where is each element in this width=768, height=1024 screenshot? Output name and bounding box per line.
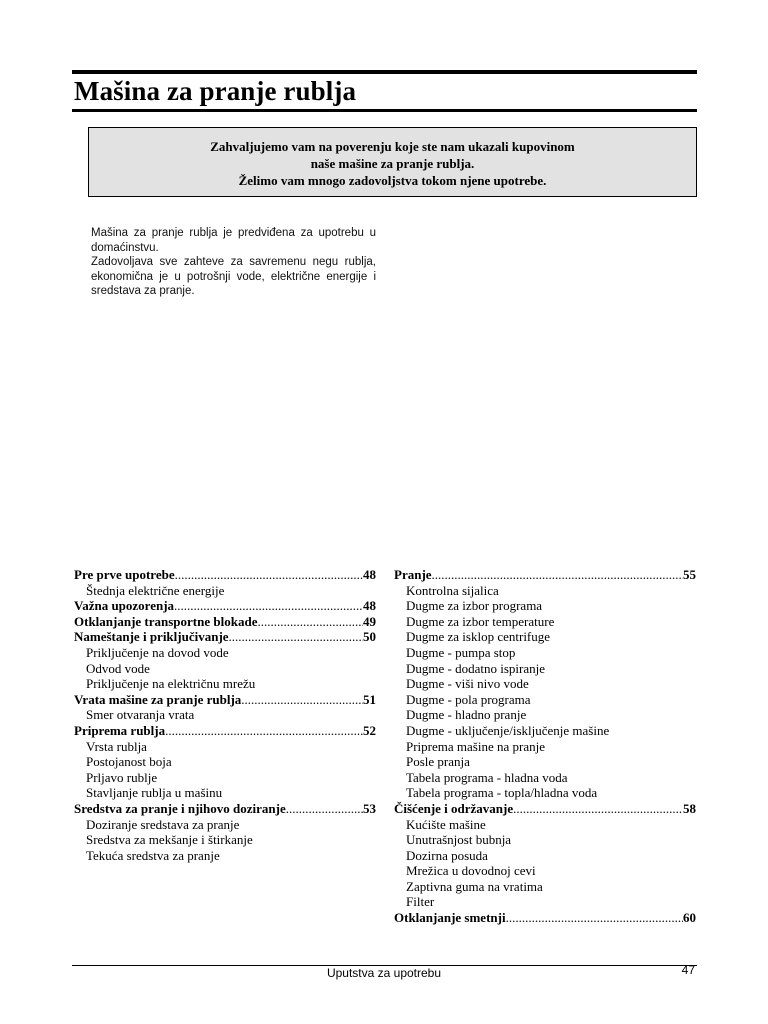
toc-entry-label: Sredstva za pranje i njihovo doziranje (74, 800, 286, 816)
toc-entry-label: Čišćenje i održavanje (394, 800, 514, 816)
toc-entry[interactable] (394, 567, 696, 583)
intro-paragraph: Zadovoljava sve zahteve za savremenu negu rublja, ekonomična je u potrošnji vode, električne energije i sredstava za pranje. (91, 256, 376, 297)
toc-leader-dots (174, 598, 363, 614)
toc-subentry[interactable]: Tabela programa - topla/hladna voda (406, 785, 598, 801)
toc-leader-dots (229, 629, 363, 645)
greeting-line: Želimo vam mnogo zadovoljstva tokom njene upotrebe. (238, 173, 547, 188)
toc-subentry[interactable]: Priprema mašine na pranje (406, 738, 545, 754)
toc-subentry[interactable]: Vrsta rublja (86, 738, 147, 754)
toc-leader-dots (165, 723, 363, 739)
page-title: Mašina za pranje rublja (74, 76, 357, 106)
toc-entry-page: 55 (683, 567, 696, 582)
toc-subentry[interactable]: Dugme - pola programa (406, 691, 531, 707)
toc-subentry[interactable]: Dugme - pumpa stop (406, 644, 516, 660)
toc-subentry[interactable]: Stavljanje rublja u mašinu (86, 785, 223, 801)
toc-entry-page: 48 (363, 598, 376, 614)
toc-entry-page: 50 (363, 629, 376, 645)
toc-subentry[interactable]: Posle pranja (406, 754, 470, 770)
intro-paragraph: Mašina za pranje rublja je predviđena za upotrebu u domaćinstvu. (91, 227, 376, 254)
toc-subentry[interactable]: Tabela programa - hladna voda (406, 769, 568, 785)
toc-subentry[interactable]: Dugme za izbor programa (406, 598, 543, 614)
title-underline (72, 109, 697, 112)
footer-text: Uputstva za upotrebu (326, 966, 442, 980)
toc-subentry[interactable]: Kontrolna sijalica (406, 582, 499, 598)
toc-subentry[interactable]: Zaptivna guma na vratima (406, 878, 543, 894)
toc-subentry[interactable]: Doziranje sredstava za pranje (86, 816, 240, 832)
toc-leader-dots (432, 567, 683, 583)
toc-entry-label: Vrata mašine za pranje rublja (74, 691, 242, 707)
toc-subentry[interactable]: Dozirna posuda (406, 847, 488, 863)
toc-entry-page: 51 (363, 691, 376, 707)
toc-entry-page: 58 (683, 800, 696, 816)
toc-entry[interactable] (394, 910, 696, 926)
toc-subentry[interactable]: Filter (406, 894, 435, 910)
toc-entry[interactable] (74, 723, 376, 739)
toc-entry[interactable] (74, 567, 376, 583)
toc-subentry[interactable]: Dugme za isklop centrifuge (406, 629, 551, 645)
toc-subentry[interactable]: Dugme - viši nivo vode (406, 676, 529, 692)
toc-leader-dots (175, 567, 363, 583)
toc-subentry[interactable]: Kućište mašine (406, 816, 486, 832)
toc-entry-page: 60 (683, 910, 696, 926)
toc-subentry[interactable]: Prljavo rublje (86, 769, 158, 785)
toc-leader-dots (286, 801, 363, 817)
toc-entry[interactable] (74, 801, 376, 817)
toc-subentry[interactable]: Odvod vode (86, 660, 150, 676)
toc-entry-label: Otklanjanje smetnji (394, 910, 506, 926)
page-number: 47 (681, 963, 695, 977)
toc-subentry[interactable]: Priključenje na dovod vode (86, 644, 229, 660)
top-rule (72, 70, 697, 74)
toc-entry[interactable] (394, 801, 696, 817)
toc-subentry[interactable]: Dugme za izbor temperature (406, 613, 555, 629)
toc-subentry[interactable]: Unutrašnjost bubnja (406, 832, 512, 848)
toc-entry-label: Otklanjanje transportne blokade (74, 613, 258, 629)
intro-text (91, 226, 376, 299)
toc-leader-dots (257, 614, 363, 630)
toc-entry-label: Priprema rublja (74, 722, 166, 738)
toc-entry-label: Pre prve upotrebe (74, 567, 175, 582)
toc-leader-dots (513, 801, 683, 817)
greeting-line: Zahvaljujemo vam na poverenju koje ste nam ukazali kupovinom (210, 139, 575, 154)
toc-subentry[interactable]: Sredstva za mekšanje i štirkanje (86, 832, 253, 848)
toc-entry[interactable] (74, 614, 376, 630)
toc-entry-page: 48 (363, 567, 376, 582)
toc-entry-label: Pranje (394, 567, 432, 582)
toc-subentry[interactable]: Dugme - dodatno ispiranje (406, 660, 545, 676)
toc-subentry[interactable]: Tekuća sredstva za pranje (86, 847, 220, 863)
toc-left-column (74, 567, 376, 863)
toc-entry-page: 52 (363, 722, 376, 738)
toc-subentry[interactable]: Postojanost boja (86, 754, 172, 770)
toc-entry[interactable] (74, 598, 376, 614)
greeting-line: naše mašine za pranje rublja. (310, 156, 475, 171)
toc-entry-label: Nameštanje i priključivanje (74, 629, 229, 645)
toc-entry[interactable] (74, 629, 376, 645)
greeting-box (88, 127, 697, 197)
toc-subentry[interactable]: Mrežica u dovodnoj cevi (406, 863, 536, 879)
toc-subentry[interactable]: Dugme - hladno pranje (406, 707, 527, 723)
toc-entry-label: Važna upozorenja (74, 598, 175, 614)
toc-entry-page: 49 (363, 613, 376, 629)
toc-subentry[interactable]: Smer otvaranja vrata (86, 707, 195, 723)
toc-subentry[interactable]: Štednja električne energije (86, 582, 225, 598)
toc-subentry[interactable]: Dugme - uključenje/isključenje mašine (406, 722, 610, 738)
toc-entry-page: 53 (363, 800, 376, 816)
toc-entry[interactable] (74, 692, 376, 708)
toc-leader-dots (241, 692, 363, 708)
toc-subentry[interactable]: Priključenje na električnu mrežu (86, 676, 256, 692)
toc-leader-dots (506, 910, 683, 926)
toc-right-column (394, 567, 696, 926)
